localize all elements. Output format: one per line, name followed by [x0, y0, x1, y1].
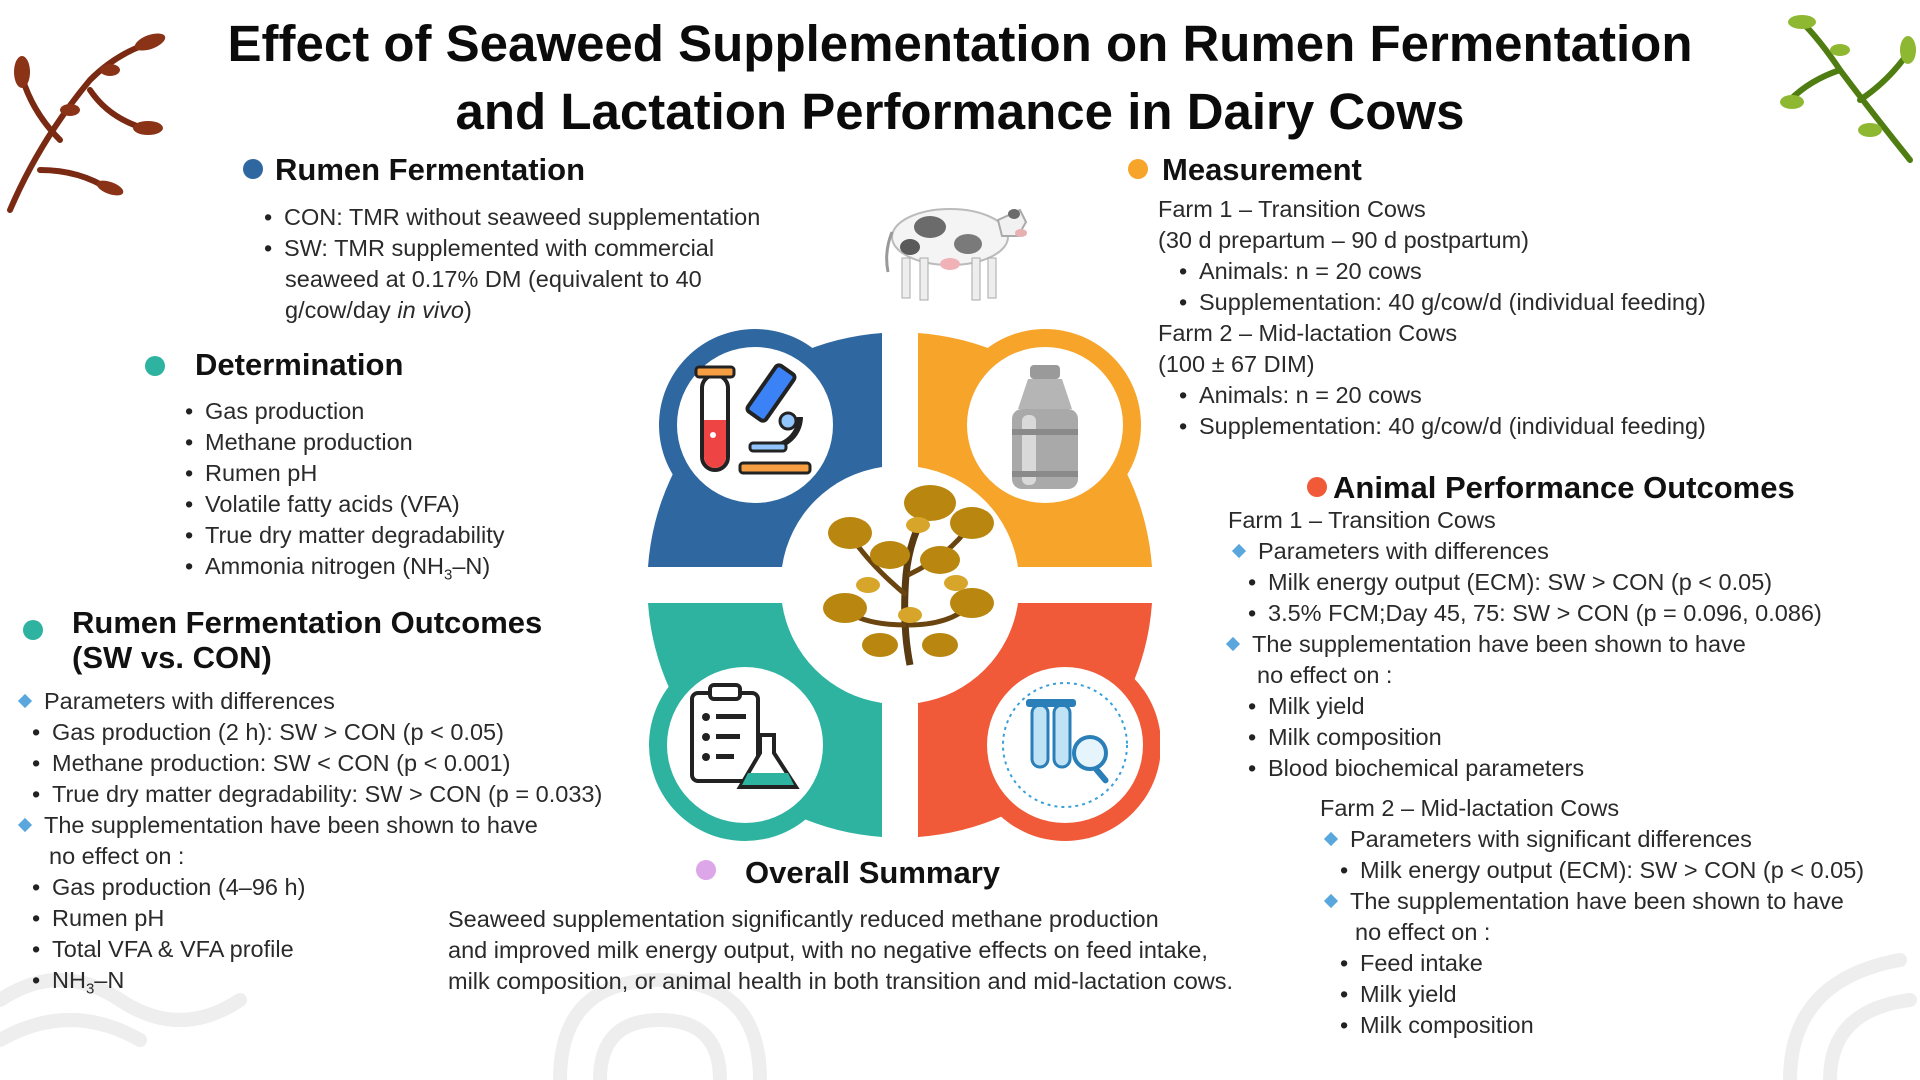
list-item: • Animals: n = 20 cows: [1177, 380, 1706, 411]
list-item: • True dry matter degradability: SW > CON (p = 0.033): [30, 779, 602, 810]
test-tubes-search-icon: [969, 649, 1160, 841]
list-item: • Milk yield: [1338, 979, 1534, 1010]
center-donut-diagram: [640, 325, 1160, 845]
animal-outcomes-f2-diff-list: [1338, 855, 1864, 886]
list-item: • Supplementation: 40 g/cow/d (individual feeding): [1177, 287, 1706, 318]
list-item: • Rumen pH: [30, 903, 305, 934]
seaweed-center-icon: [823, 485, 994, 665]
animal-outcomes-f2-diff-label: Parameters with significant differences: [1324, 824, 1752, 855]
list-item: • Ammonia nitrogen $(NH_3-N)$: [183, 551, 505, 591]
measurement-dot: [1128, 159, 1148, 179]
list-item: • Feed intake: [1338, 948, 1534, 979]
list-item: • Milk composition: [1246, 722, 1584, 753]
measurement-farm1-list: [1177, 256, 1706, 318]
list-item: • Milk energy output (ECM): SW > CON (p < 0.05): [1246, 567, 1822, 598]
list-item: • 3.5% FCM;Day 45, 75: SW > CON (p = 0.096, 0.086): [1246, 598, 1822, 629]
list-item: • Supplementation: 40 g/cow/d (individual feeding): [1177, 411, 1706, 442]
summary-heading: Overall Summary: [745, 855, 1001, 890]
list-item: • Blood biochemical parameters: [1246, 753, 1584, 784]
rumen-fermentation-dot: [243, 159, 263, 179]
animal-outcomes-f2-noeffect-list: [1338, 948, 1534, 1041]
list-item: • Gas production (4–96 h): [30, 872, 305, 903]
rumen-outcomes-dot: [23, 620, 43, 640]
animal-outcomes-f1-noeffect-label: The supplementation have been shown to have no effect on :: [1226, 629, 1746, 691]
rumen-fermentation-item-cont: seaweed at 0.17% DM (equivalent to 40 g/cow/day in vivo): [285, 266, 702, 323]
list-item: • Gas production (2 h): SW > CON (p < 0.05): [30, 717, 602, 748]
cow-icon: [880, 192, 1030, 304]
title-line-1: Effect of Seaweed Supplementation on Rumen Fermentation: [227, 15, 1693, 72]
rumen-outcomes-heading: Rumen Fermentation Outcomes (SW vs. CON): [72, 605, 543, 675]
determination-heading: Determination: [195, 347, 404, 382]
rumen-outcomes-diff-list: [30, 717, 602, 810]
rumen-fermentation-heading: Rumen Fermentation: [275, 152, 586, 187]
animal-outcomes-f2-noeffect-label: The supplementation have been shown to have no effect on :: [1324, 886, 1844, 948]
determination-dot: [145, 356, 165, 376]
measurement-farm2: Farm 2 – Mid-lactation Cows (100 ± 67 DIM): [1158, 320, 1458, 377]
animal-outcomes-f1-noeffect-list: [1246, 691, 1584, 784]
milk-can-icon: [949, 329, 1141, 521]
list-item: • True dry matter degradability: [183, 520, 505, 551]
list-item: • Milk yield: [1246, 691, 1584, 722]
title-line-2: and Lactation Performance in Dairy Cows: [455, 83, 1465, 140]
animal-outcomes-heading: Animal Performance Outcomes: [1333, 470, 1795, 505]
list-item: • Milk energy output (ECM): SW > CON (p < 0.05): [1338, 855, 1864, 886]
summary-dot: [696, 860, 716, 880]
list-item: • Volatile fatty acids (VFA): [183, 489, 505, 520]
rumen-outcomes-diff-label: Parameters with differences: [18, 686, 335, 717]
measurement-heading: Measurement: [1162, 152, 1362, 187]
animal-outcomes-farm2: Farm 2 – Mid-lactation Cows: [1320, 795, 1620, 821]
list-item: • Methane production: [183, 427, 505, 458]
page-title: [0, 10, 1920, 146]
list-item: • Gas production: [183, 396, 505, 427]
clipboard-flask-icon: [649, 649, 841, 841]
rumen-outcomes-noeffect-list: [30, 872, 305, 1005]
animal-outcomes-f1-diff-label: Parameters with differences: [1232, 536, 1549, 567]
list-item: • Rumen pH: [183, 458, 505, 489]
rumen-outcomes-noeffect-label: The supplementation have been shown to have no effect on :: [18, 810, 538, 872]
animal-outcomes-f1-diff-list: [1246, 567, 1822, 629]
list-item: • Methane production: SW < CON (p < 0.001): [30, 748, 602, 779]
measurement-farm2-list: [1177, 380, 1706, 442]
animal-outcomes-farm1: Farm 1 – Transition Cows: [1228, 507, 1496, 533]
list-item: • Animals: n = 20 cows: [1177, 256, 1706, 287]
animal-outcomes-dot: [1307, 477, 1327, 497]
rumen-fermentation-list: [262, 202, 760, 264]
summary-text: Seaweed supplementation significantly reduced methane production and improved milk energy output, with no negative effects on feed intake, milk composition, or animal health in both transition and mid-lactation cows.: [448, 906, 1234, 994]
list-item: • Milk composition: [1338, 1010, 1534, 1041]
list-item: • CON: TMR without seaweed supplementation: [262, 202, 760, 233]
list-item: • Total VFA & VFA profile: [30, 934, 305, 965]
list-item: • SW: TMR supplemented with commercial: [262, 233, 760, 264]
list-item: • $NH_3-N$: [30, 965, 305, 1005]
test-tube-microscope-icon: [659, 329, 851, 521]
determination-list: [183, 396, 505, 591]
measurement-farm1: Farm 1 – Transition Cows (30 d prepartum – 90 d postpartum): [1158, 196, 1529, 253]
